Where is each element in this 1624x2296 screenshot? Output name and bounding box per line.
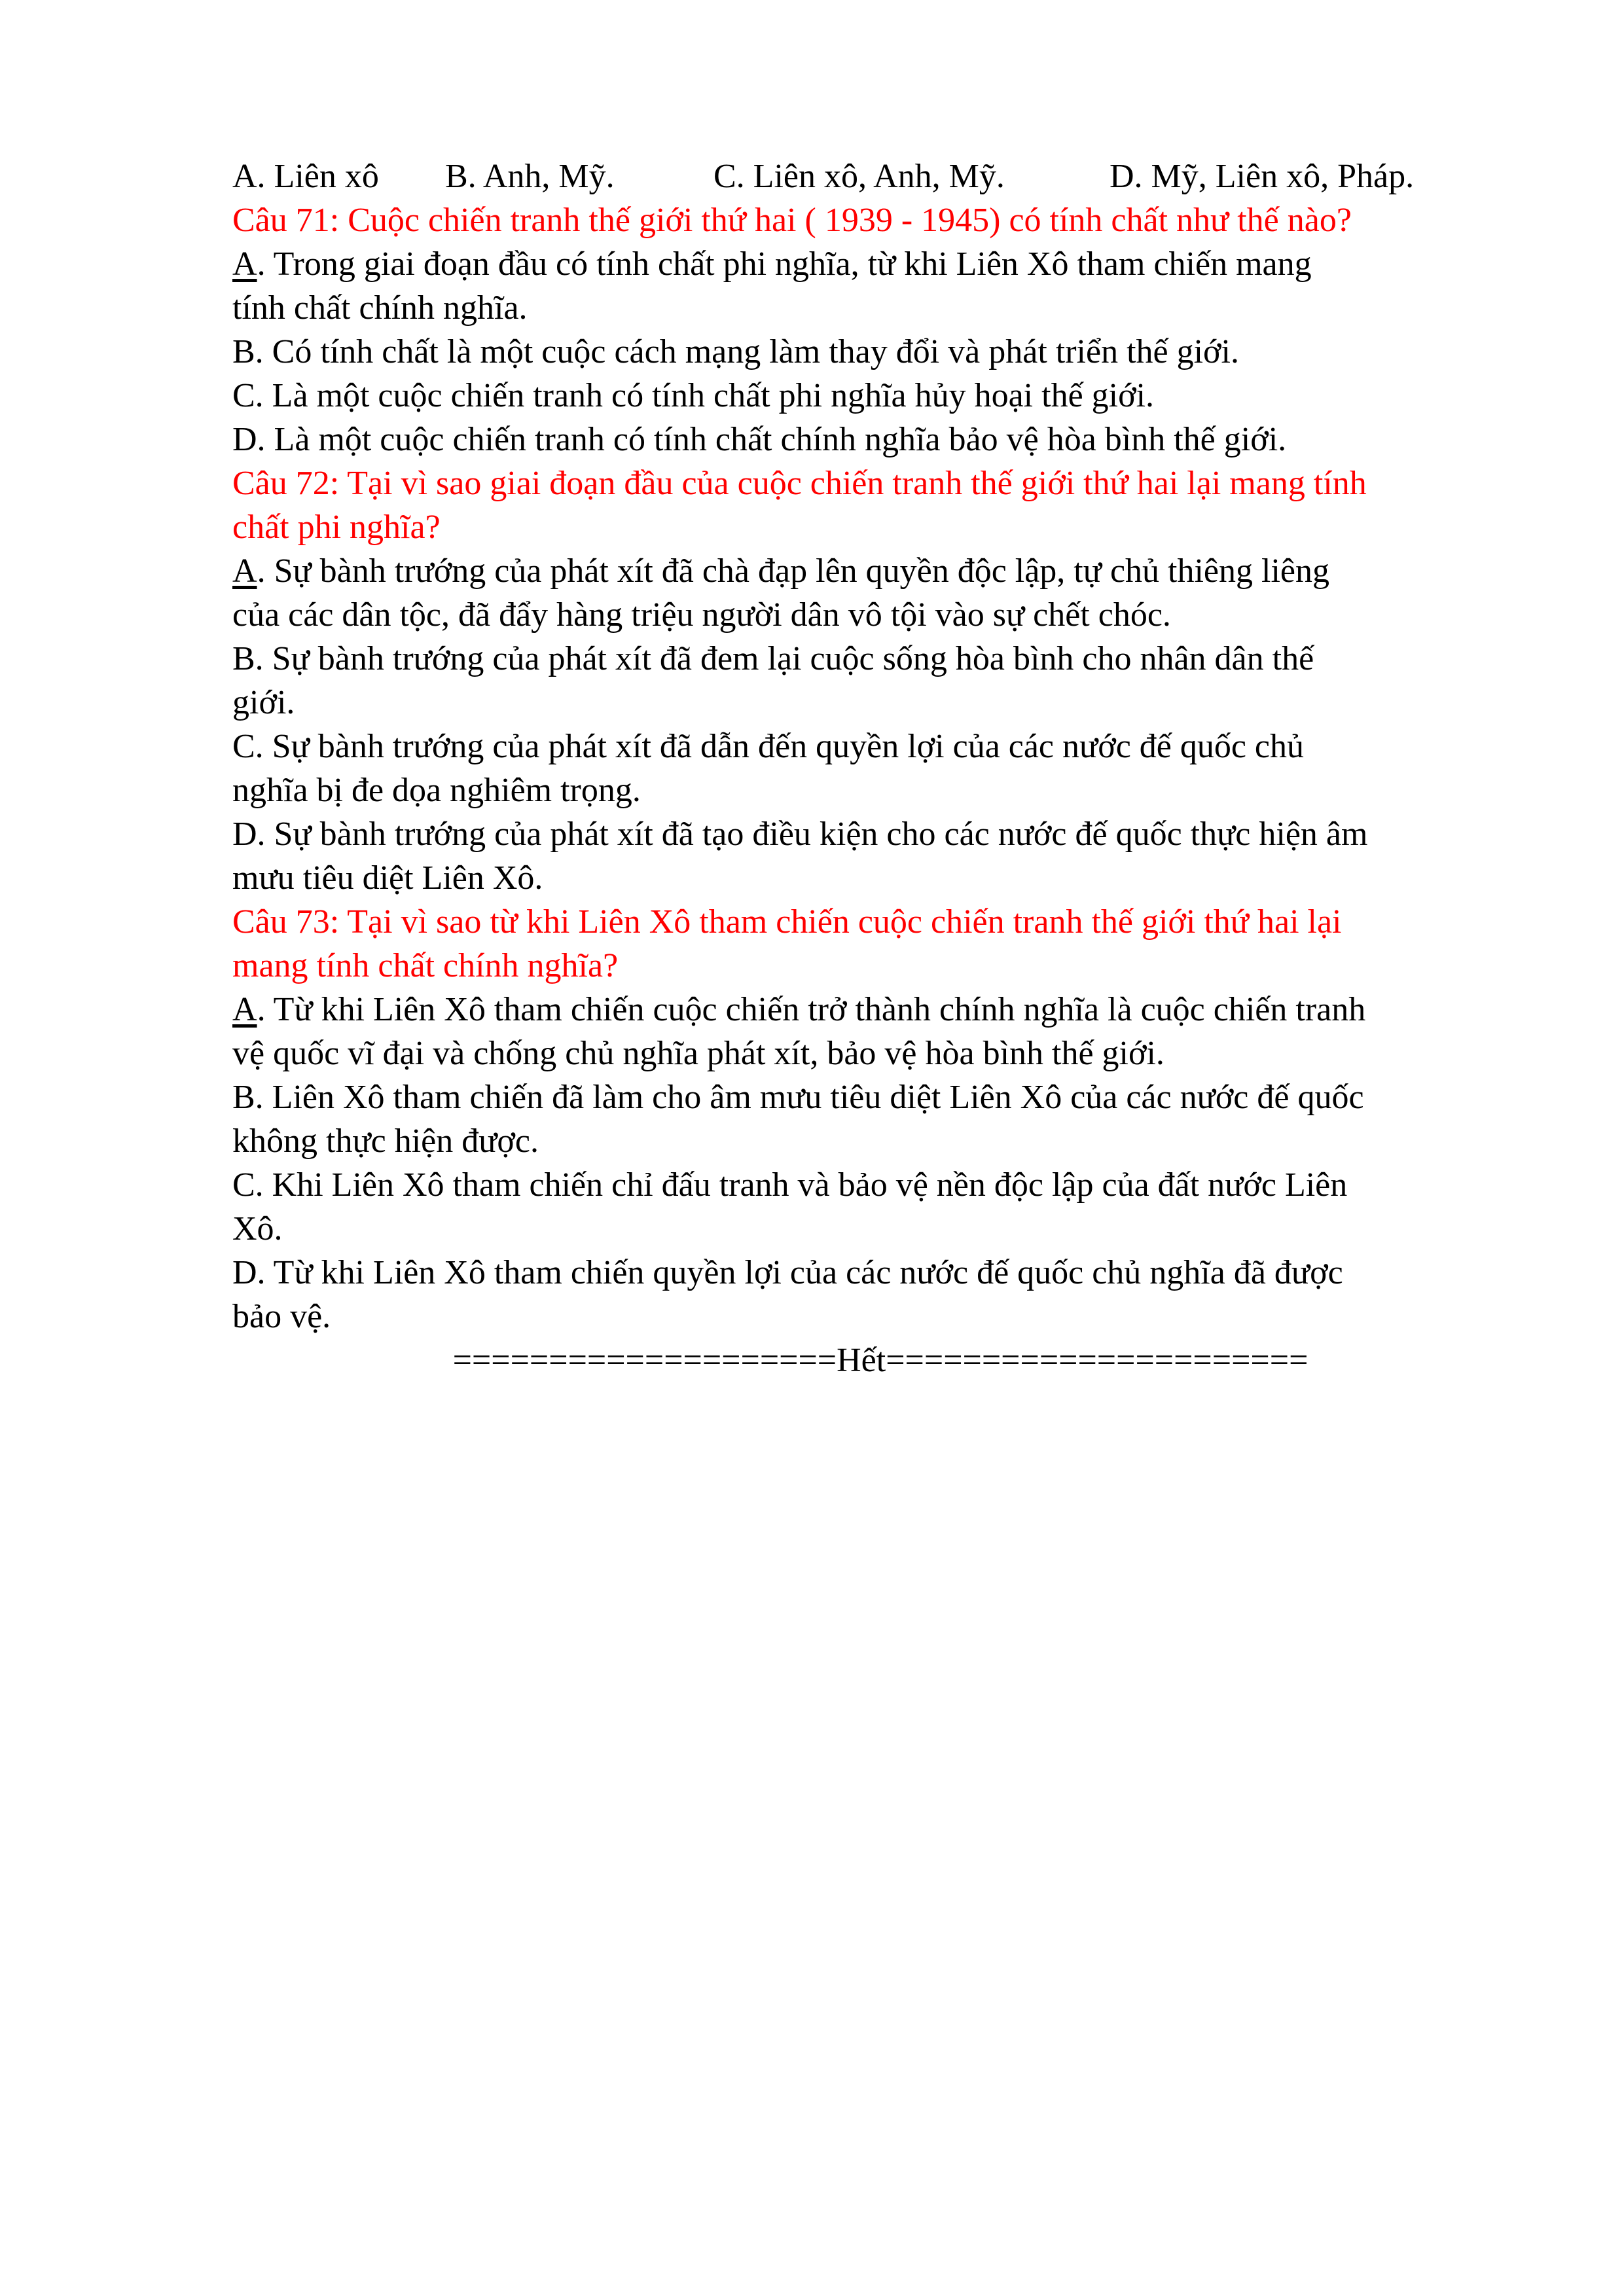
correct-answer-letter: A xyxy=(232,552,257,590)
answer-option-d xyxy=(232,812,1535,900)
option-text: nghĩa bị đe dọa nghiêm trọng. xyxy=(232,772,641,809)
option-text: C. Khi Liên Xô tham chiến chỉ đấu tranh và bảo vệ nền độc lập của đất nước Liên xyxy=(232,1166,1348,1204)
option-text: bảo vệ. xyxy=(232,1298,331,1335)
answer-option-a xyxy=(232,988,1535,1075)
question-text: Câu 73: Tại vì sao từ khi Liên Xô tham chiến cuộc chiến tranh thế giới thứ hai lại xyxy=(232,903,1342,941)
question-73 xyxy=(232,900,1535,1338)
question-72 xyxy=(232,461,1535,900)
answer-option-b: B. Có tính chất là một cuộc cách mạng làm thay đổi và phát triển thế giới. xyxy=(232,333,1239,370)
option-text: . Từ khi Liên Xô tham chiến cuộc chiến trở thành chính nghĩa là cuộc chiến tranh xyxy=(257,991,1366,1028)
answer-option-d: D. Là một cuộc chiến tranh có tính chất chính nghĩa bảo vệ hòa bình thế giới. xyxy=(232,421,1287,458)
option-text: . Sự bành trướng của phát xít đã chà đạp lên quyền độc lập, tự chủ thiêng liêng xyxy=(257,552,1329,590)
question-text: Câu 72: Tại vì sao giai đoạn đầu của cuộc chiến tranh thế giới thứ hai lại mang tính xyxy=(232,465,1367,502)
question-text: mang tính chất chính nghĩa? xyxy=(232,947,619,984)
answer-option-d xyxy=(232,1251,1535,1338)
answer-option-b xyxy=(232,637,1535,725)
option-text: không thực hiện được. xyxy=(232,1122,539,1160)
option-text: vệ quốc vĩ đại và chống chủ nghĩa phát xít, bảo vệ hòa bình thế giới. xyxy=(232,1035,1164,1072)
document-page xyxy=(232,154,1535,1382)
option-text: B. Liên Xô tham chiến đã làm cho âm mưu tiêu diệt Liên Xô của các nước đế quốc xyxy=(232,1079,1364,1116)
previous-question-options xyxy=(232,154,1535,198)
answer-option-c xyxy=(232,725,1535,812)
answer-option-c xyxy=(232,1163,1535,1251)
option-text: của các dân tộc, đã đẩy hàng triệu người dân vô tội vào sự chết chóc. xyxy=(232,596,1171,634)
option-text: mưu tiêu diệt Liên Xô. xyxy=(232,859,543,897)
prev-option-d: D. Mỹ, Liên xô, Pháp. xyxy=(1110,158,1415,195)
question-text: Câu 71: Cuộc chiến tranh thế giới thứ hai ( 1939 - 1945) có tính chất như thế nào? xyxy=(232,202,1352,239)
option-text: . Trong giai đoạn đầu có tính chất phi nghĩa, từ khi Liên Xô tham chiến mang xyxy=(257,245,1312,283)
option-text: C. Sự bành trướng của phát xít đã dẫn đến quyền lợi của các nước đế quốc chủ xyxy=(232,728,1305,765)
option-text: D. Sự bành trướng của phát xít đã tạo điều kiện cho các nước đế quốc thực hiện âm xyxy=(232,816,1368,853)
option-text: giới. xyxy=(232,684,295,721)
option-text: D. Từ khi Liên Xô tham chiến quyền lợi của các nước đế quốc chủ nghĩa đã được xyxy=(232,1254,1343,1291)
end-of-document-marker: ====================Hết====================== xyxy=(452,1342,1308,1379)
answer-option-a xyxy=(232,242,1535,330)
correct-answer-letter: A xyxy=(232,245,257,283)
prev-option-b: B. Anh, Mỹ. xyxy=(445,158,615,195)
question-71 xyxy=(232,198,1535,461)
answer-option-c: C. Là một cuộc chiến tranh có tính chất phi nghĩa hủy hoại thế giới. xyxy=(232,377,1155,414)
prev-option-a: A. Liên xô xyxy=(232,158,379,195)
question-text: chất phi nghĩa? xyxy=(232,509,441,546)
answer-option-a xyxy=(232,549,1535,637)
prev-option-c: C. Liên xô, Anh, Mỹ. xyxy=(713,158,1005,195)
option-text: tính chất chính nghĩa. xyxy=(232,289,528,327)
option-text: Xô. xyxy=(232,1210,283,1247)
correct-answer-letter: A xyxy=(232,991,257,1028)
option-text: B. Sự bành trướng của phát xít đã đem lại cuộc sống hòa bình cho nhân dân thế xyxy=(232,640,1314,677)
answer-option-b xyxy=(232,1075,1535,1163)
